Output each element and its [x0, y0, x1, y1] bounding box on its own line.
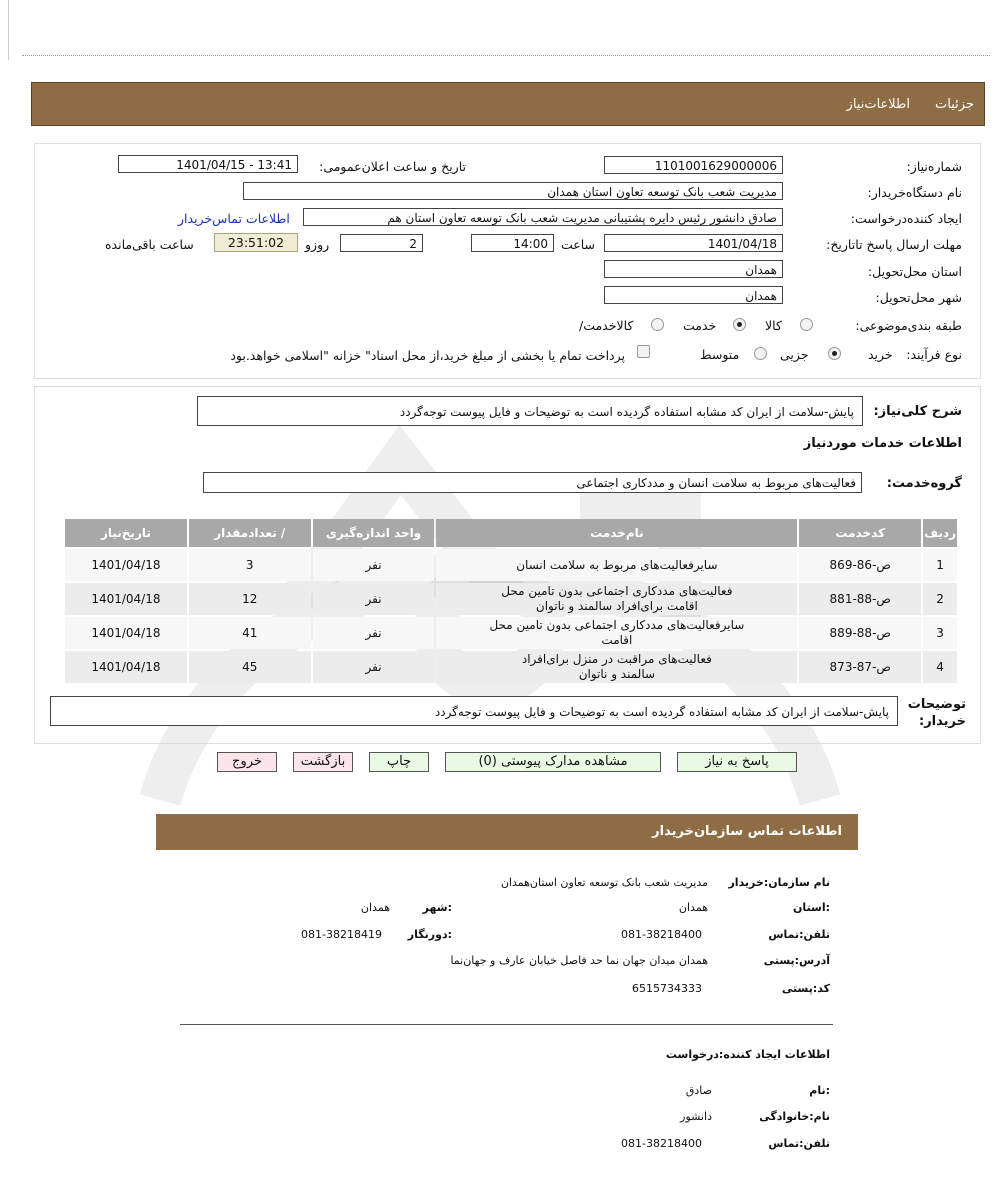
- need-number-field: 1101001629000006: [604, 156, 783, 174]
- process-radio-small[interactable]: [828, 347, 841, 360]
- requester-name-value: صادق: [685, 1084, 712, 1097]
- city-field: همدان: [604, 286, 783, 304]
- quantity: 41: [189, 617, 311, 649]
- service-name: [436, 617, 797, 649]
- service-name: [436, 549, 797, 581]
- buyer-notes-label-1: توضیحات: [907, 697, 966, 712]
- creator-field: صادق دانشور رئیس دایره پشتیبانی مدیریت شعب بانک توسعه تعاون استان هم: [303, 208, 783, 226]
- requester-phone-label: تلفن‌:تماس: [768, 1137, 830, 1150]
- treasury-payment-note: پرداخت تمام یا بخشی از مبلغ خرید،از محل اسناد" خزانه "اسلامی خواهد.بود: [230, 348, 625, 363]
- quantity: 12: [189, 583, 311, 615]
- deadline-time-label: ساعت: [561, 237, 596, 252]
- row-index: 2: [923, 583, 957, 615]
- need-date: 1401/04/18: [65, 651, 187, 683]
- services-title: اطلاعات خدمات موردنیاز: [803, 436, 962, 451]
- col-header-qty: / تعدادمقدار: [189, 519, 311, 547]
- category-option-both: کالا‌خدمت/: [579, 318, 634, 333]
- process-label: نوع فرآیند:: [906, 347, 962, 362]
- left-border-line: [8, 0, 9, 60]
- requester-phone-value: 081-38218400: [621, 1137, 702, 1150]
- buyer-org-field: مدیریت شعب بانک توسعه تعاون استان همدان: [243, 182, 783, 200]
- table-row: [65, 617, 957, 649]
- unit: نفر: [313, 583, 435, 615]
- service-code: ص-86-869: [799, 549, 921, 581]
- contact-province-label: :استان: [793, 901, 830, 914]
- requester-name-label: :نام: [809, 1084, 830, 1097]
- col-header-date: تاریخ‌نیاز: [65, 519, 187, 547]
- need-number-label: شماره‌نیاز:: [906, 159, 962, 174]
- service-group-label: گروه‌خدمت:: [886, 476, 962, 491]
- buyer-notes-field: پایش-سلامت از ایران کد مشابه استفاده گردیده است به توضیحات و فایل پیوست توجه‌گردد: [50, 696, 898, 726]
- contact-org-label: نام سازمان‌:خریدار: [728, 876, 830, 889]
- service-name-line1: سایرفعالیت‌های مددکاری اجتماعی بدون تامین محل: [489, 618, 745, 632]
- service-code: ص-88-889: [799, 617, 921, 649]
- requester-title: اطلاعات ایجاد کننده‌:درخواست: [665, 1048, 830, 1061]
- buyer-notes-label-2: خریدار:: [919, 714, 966, 729]
- contact-address-value: همدان میدان جهان نما حد فاصل خیابان عارف و جهان‌نما: [450, 954, 708, 967]
- creator-label: ایجاد کننده‌درخواست:: [850, 211, 962, 226]
- table-row: [65, 583, 957, 615]
- unit: نفر: [313, 549, 435, 581]
- buyer-org-label: نام دستگاه‌خریدار:: [867, 185, 962, 200]
- city-label: شهر محل‌تحویل:: [875, 290, 962, 305]
- need-date: 1401/04/18: [65, 583, 187, 615]
- summary-field: پایش-سلامت از ایران کد مشابه استفاده گردیده است به توضیحات و فایل پیوست توجه‌گردد: [197, 396, 863, 426]
- contact-address-label: آدرس‌:پستی: [763, 954, 830, 967]
- announce-label: تاریخ و ساعت اعلان‌عمومی:: [319, 159, 466, 174]
- contact-postal-label: کد‌:پستی: [781, 982, 830, 995]
- category-radio-goods[interactable]: [800, 318, 813, 331]
- services-table: [63, 517, 959, 685]
- days-label: روزو: [305, 237, 330, 252]
- col-header-unit: واحد اندازه‌گیری: [313, 519, 435, 547]
- contact-org-value: مدیریت شعب بانک توسعه تعاون استان‌همدان: [500, 876, 708, 889]
- print-button[interactable]: چاپ: [369, 752, 429, 772]
- need-info-panel: [34, 143, 981, 379]
- service-code: ص-88-881: [799, 583, 921, 615]
- process-option-medium: متوسط: [700, 347, 740, 362]
- requester-family-label: نام‌:خانوادگی: [759, 1110, 830, 1123]
- process-buy-label: خرید: [868, 347, 893, 362]
- service-name-line1: فعالیت‌های مددکاری اجتماعی بدون تامین محل: [501, 584, 733, 598]
- exit-button[interactable]: خروج: [217, 752, 277, 772]
- treasury-payment-checkbox[interactable]: [637, 345, 650, 358]
- page-title: اطلاعات‌نیاز: [846, 97, 910, 112]
- contact-fax-label: :دورنگار: [407, 928, 452, 941]
- unit: نفر: [313, 617, 435, 649]
- dotted-separator: [22, 55, 990, 56]
- contact-postal-value: 6515734333: [632, 982, 702, 995]
- deadline-date-field: 1401/04/18: [604, 234, 783, 252]
- col-header-row-index: ردیف: [923, 519, 957, 547]
- table-row: [65, 549, 957, 581]
- summary-label: شرح کلی‌نیاز:: [873, 404, 962, 419]
- back-button[interactable]: بازگشت: [293, 752, 353, 772]
- service-name: [436, 651, 797, 683]
- table-header-row: [65, 519, 957, 547]
- quantity: 3: [189, 549, 311, 581]
- contact-phone-label: تلفن‌:تماس: [768, 928, 830, 941]
- service-name-line1: فعالیت‌های مراقبت در منزل برای‌افراد: [521, 652, 712, 666]
- col-header-code: کدخدمت: [799, 519, 921, 547]
- contact-city-label: :شهر: [422, 901, 452, 914]
- category-radio-service[interactable]: [733, 318, 746, 331]
- section-divider: [180, 1024, 833, 1025]
- col-header-name: نام‌خدمت: [436, 519, 797, 547]
- details-tab[interactable]: جزئیات: [935, 97, 974, 112]
- category-option-service: خدمت: [683, 318, 717, 333]
- process-option-small: جزیی: [780, 347, 809, 362]
- contact-phone-value: 081-38218400: [621, 928, 702, 941]
- header-bar: [31, 82, 985, 126]
- province-field: همدان: [604, 260, 783, 278]
- service-name-line1: سایرفعالیت‌های مربوط به سلامت انسان: [516, 557, 718, 572]
- remaining-timer: 23:51:02: [214, 233, 298, 252]
- deadline-label: مهلت ارسال پاسخ تا‌تاریخ:: [826, 237, 962, 252]
- contact-header-bar: [156, 814, 858, 850]
- service-name-line2: اقامت: [601, 633, 633, 647]
- category-radio-both[interactable]: [651, 318, 664, 331]
- row-index: 3: [923, 617, 957, 649]
- buyer-contact-link[interactable]: اطلاعات تماس‌خریدار: [178, 211, 290, 226]
- view-attachments-button[interactable]: مشاهده مدارک پیوستی (0): [445, 752, 661, 772]
- contact-city-value: همدان: [360, 901, 390, 914]
- service-group-field: فعالیت‌های مربوط به سلامت انسان و مددکاری اجتماعی: [203, 472, 862, 493]
- need-date: 1401/04/18: [65, 617, 187, 649]
- province-label: استان محل‌تحویل:: [867, 264, 962, 279]
- row-index: 4: [923, 651, 957, 683]
- announce-field: 1401/04/15 - 13:41: [118, 155, 298, 173]
- category-option-goods: کالا: [765, 318, 782, 333]
- service-name-line2: سالمند و ناتوان: [578, 667, 656, 681]
- reply-button[interactable]: پاسخ به نیاز: [677, 752, 797, 772]
- requester-family-value: دانشور: [680, 1110, 712, 1123]
- service-name: [436, 583, 797, 615]
- remaining-label: ساعت باقی‌مانده: [105, 237, 194, 252]
- days-field: 2: [340, 234, 423, 252]
- deadline-time-field: 14:00: [471, 234, 554, 252]
- contact-fax-value: 081-38218419: [301, 928, 382, 941]
- contact-title: اطلاعات تماس سازمان‌خریدار: [652, 824, 842, 839]
- table-row: [65, 651, 957, 683]
- category-label: طبقه بندی‌موضوعی:: [855, 318, 962, 333]
- process-radio-medium[interactable]: [754, 347, 767, 360]
- quantity: 45: [189, 651, 311, 683]
- service-name-line2: اقامت برای‌افراد سالمند و ناتوان: [535, 599, 698, 613]
- need-date: 1401/04/18: [65, 549, 187, 581]
- service-code: ص-87-873: [799, 651, 921, 683]
- contact-province-value: همدان: [678, 901, 708, 914]
- row-index: 1: [923, 549, 957, 581]
- unit: نفر: [313, 651, 435, 683]
